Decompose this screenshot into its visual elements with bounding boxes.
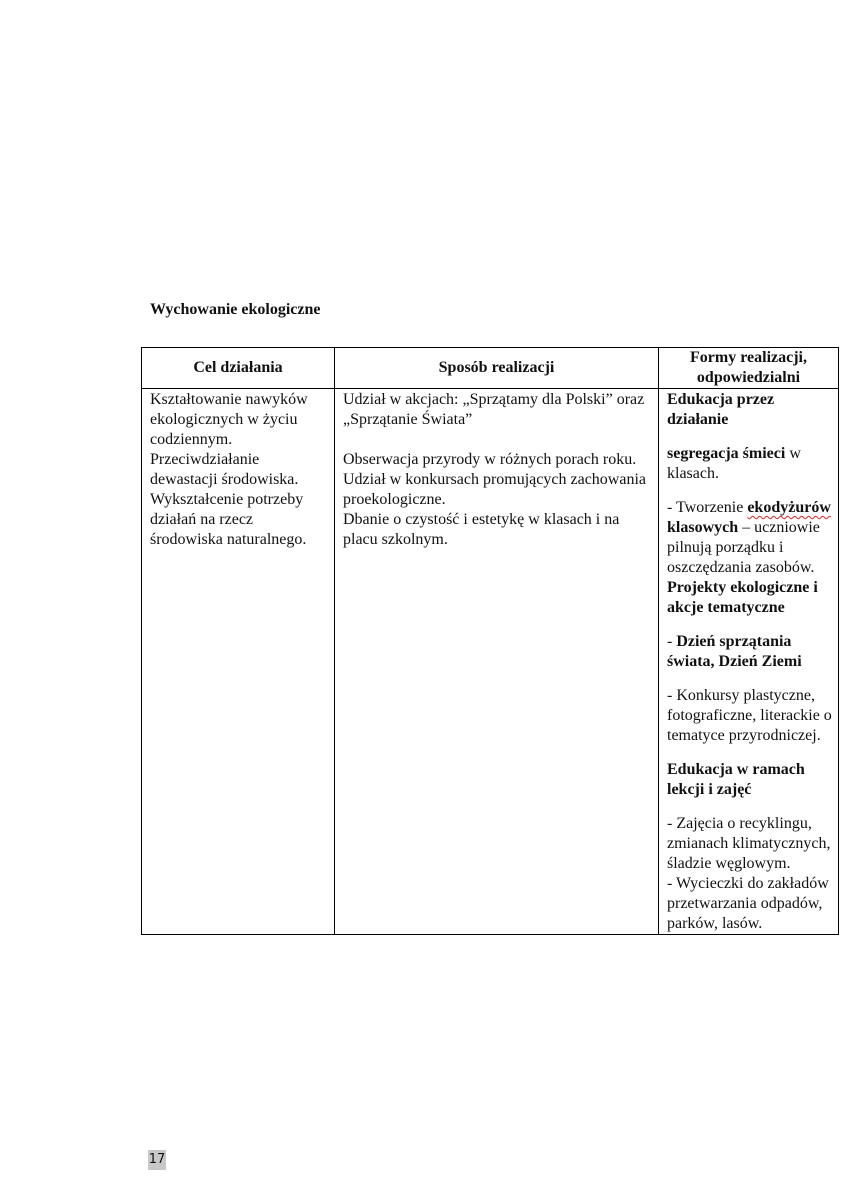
method-item: Obserwacja przyrody w różnych porach roku. <box>343 451 637 468</box>
goal-item: Przeciwdziałanie dewastacji środowiska. <box>150 451 299 488</box>
table-header-row <box>142 348 839 389</box>
forms-cell <box>659 389 839 935</box>
method-cell <box>335 389 659 935</box>
spacer <box>667 672 832 686</box>
section-title: Wychowanie ekologiczne <box>150 301 321 318</box>
method-item: Udział w akcjach: „Sprzątamy dla Polski” oraz „Sprzątanie Świata” <box>343 391 645 428</box>
forms-heading: Edukacja przez działanie <box>667 391 775 428</box>
method-item: Udział w konkursach promujących zachowania proekologiczne. <box>343 471 646 508</box>
table-row <box>142 389 839 935</box>
forms-item: - Konkursy plastyczne, fotograficzne, literackie o tematyce przyrodniczej. <box>667 687 832 744</box>
forms-text: - Tworzenie <box>667 499 744 516</box>
forms-heading: Projekty ekologiczne i akcje tematyczne <box>667 579 818 616</box>
spacer <box>667 618 832 632</box>
forms-item: - Wycieczki do zakładów przetwarzania odpadów, parków, lasów. <box>667 875 829 932</box>
spacer <box>667 746 832 760</box>
forms-bold-text: ekodyżurów <box>747 499 831 516</box>
spacer <box>667 484 832 498</box>
method-item: Dbanie o czystość i estetykę w klasach i na placu szkolnym. <box>343 511 620 548</box>
goal-item: Kształtowanie nawyków ekologicznych w życiu codziennym. <box>150 391 308 448</box>
header-method: Sposób realizacji <box>335 348 659 389</box>
forms-item <box>667 498 832 578</box>
forms-text: – uczniowie pilnują porządku i oszczędzania zasobów. <box>667 519 820 576</box>
forms-item <box>667 632 832 672</box>
header-goal: Cel działania <box>142 348 335 389</box>
page-number: 17 <box>148 1150 166 1170</box>
forms-heading: Edukacja w ramach lekcji i zajęć <box>667 761 805 798</box>
goal-item: Wykształcenie potrzeby działań na rzecz środowiska naturalnego. <box>150 491 307 548</box>
goal-cell <box>142 389 335 935</box>
spacer <box>343 430 652 450</box>
spacer <box>667 800 832 814</box>
forms-bold-text: Dzień sprzątania świata, Dzień Ziemi <box>667 633 802 670</box>
forms-item <box>667 444 832 484</box>
forms-bold-text: klasowych <box>667 519 739 536</box>
ecology-table <box>141 347 839 935</box>
forms-text: - <box>667 633 677 650</box>
spacer <box>667 430 832 444</box>
forms-item: - Zajęcia o recyklingu, zmianach klimatycznych, śladzie węglowym. <box>667 815 831 872</box>
header-forms: Formy realizacji, odpowiedzialni <box>659 348 839 389</box>
forms-text: w klasach. <box>667 445 801 482</box>
forms-bold-text: segregacja śmieci <box>667 445 786 462</box>
